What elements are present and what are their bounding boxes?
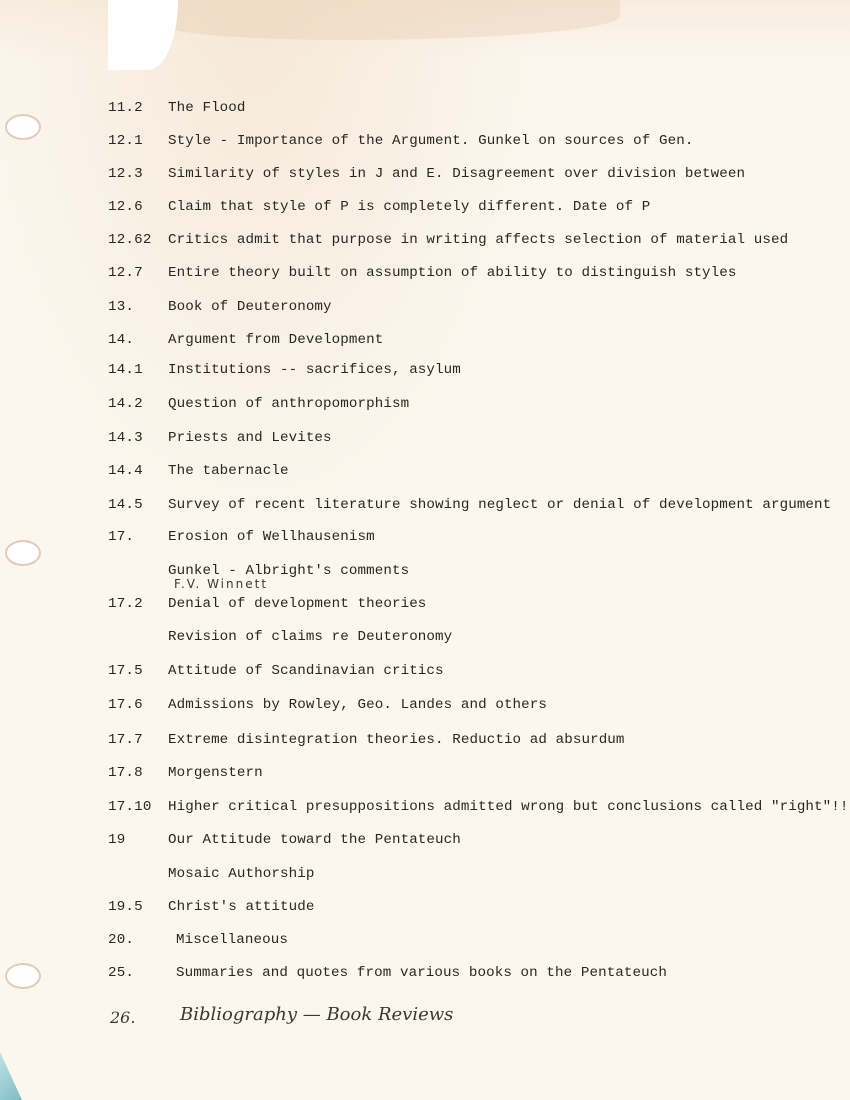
item-number: 12.1 [108, 133, 143, 149]
item-text: Claim that style of P is completely different. Date of P [168, 199, 651, 215]
item-number: 14. [108, 332, 135, 348]
item-number: 17.8 [108, 765, 143, 781]
item-text: Entire theory built on assumption of ability to distinguish styles [168, 265, 737, 281]
list-item [0, 494, 850, 516]
item-text: Attitude of Scandinavian critics [168, 663, 444, 679]
item-text: Our Attitude toward the Pentateuch [168, 832, 461, 848]
list-item [0, 863, 850, 885]
item-text: Institutions -- sacrifices, asylum [168, 362, 461, 378]
list-item [0, 163, 850, 185]
handwritten-annotation: F.V. Winnett [174, 577, 269, 591]
item-text: Higher critical presuppositions admitted wrong but conclusions called "right"!! [168, 799, 849, 815]
item-number: 20. [108, 932, 135, 948]
list-item [0, 762, 850, 784]
item-text: Book of Deuteronomy [168, 299, 332, 315]
item-number: 17.2 [108, 596, 143, 612]
item-number: 17.6 [108, 697, 143, 713]
list-item [0, 427, 850, 449]
item-number: 17.10 [108, 799, 152, 815]
page-corner [0, 1052, 22, 1100]
item-number: 12.6 [108, 199, 143, 215]
item-number: 12.3 [108, 166, 143, 182]
handwritten-entry: Bibliography — Book Reviews [180, 1004, 454, 1025]
list-item [0, 393, 850, 415]
list-item [0, 593, 850, 615]
item-number: 19 [108, 832, 126, 848]
item-text: Admissions by Rowley, Geo. Landes and others [168, 697, 548, 713]
list-item [0, 329, 850, 351]
item-text: Extreme disintegration theories. Reductio ad absurdum [168, 732, 625, 748]
list-item [0, 229, 850, 251]
item-number: 13. [108, 299, 135, 315]
list-item [0, 130, 850, 152]
item-text: Question of anthropomorphism [168, 396, 410, 412]
item-text: Erosion of Wellhausenism [168, 529, 375, 545]
item-number: 12.62 [108, 232, 152, 248]
item-text: Argument from Development [168, 332, 384, 348]
torn-corner [108, 0, 178, 70]
list-item [0, 97, 850, 119]
list-item [0, 796, 850, 818]
item-text: Summaries and quotes from various books on the Pentateuch [176, 965, 667, 981]
list-item [0, 829, 850, 851]
list-item [0, 560, 850, 582]
list-item [0, 460, 850, 482]
item-text: The tabernacle [168, 463, 289, 479]
item-text: Survey of recent literature showing neglect or denial of development argument [168, 497, 832, 513]
item-text: Miscellaneous [176, 932, 288, 948]
item-number: 17.5 [108, 663, 143, 679]
list-item [0, 359, 850, 381]
handwritten-number: 26. [110, 1008, 136, 1027]
item-text: Denial of development theories [168, 596, 427, 612]
item-number: 17.7 [108, 732, 143, 748]
list-item [0, 526, 850, 548]
list-item [0, 262, 850, 284]
item-number: 17. [108, 529, 135, 545]
item-text: Critics admit that purpose in writing affects selection of material used [168, 232, 789, 248]
item-text: Priests and Levites [168, 430, 332, 446]
list-item [0, 196, 850, 218]
item-text: Christ's attitude [168, 899, 315, 915]
item-number: 25. [108, 965, 135, 981]
list-item [0, 929, 850, 951]
item-text: Morgenstern [168, 765, 263, 781]
paper-stain [160, 0, 620, 40]
item-text: Mosaic Authorship [168, 866, 315, 882]
item-number: 14.3 [108, 430, 143, 446]
list-item [0, 296, 850, 318]
list-item [0, 962, 850, 984]
item-number: 14.4 [108, 463, 143, 479]
item-text: Revision of claims re Deuteronomy [168, 629, 453, 645]
item-number: 14.2 [108, 396, 143, 412]
item-number: 19.5 [108, 899, 143, 915]
item-text: Gunkel - Albright's comments [168, 563, 410, 579]
item-number: 14.1 [108, 362, 143, 378]
item-number: 14.5 [108, 497, 143, 513]
list-item [0, 896, 850, 918]
item-text: Style - Importance of the Argument. Gunkel on sources of Gen. [168, 133, 694, 149]
item-text: Similarity of styles in J and E. Disagreement over division between [168, 166, 746, 182]
item-number: 11.2 [108, 100, 143, 116]
list-item [0, 626, 850, 648]
list-item [0, 694, 850, 716]
list-item [0, 660, 850, 682]
item-text: The Flood [168, 100, 246, 116]
list-item [0, 729, 850, 751]
item-number: 12.7 [108, 265, 143, 281]
